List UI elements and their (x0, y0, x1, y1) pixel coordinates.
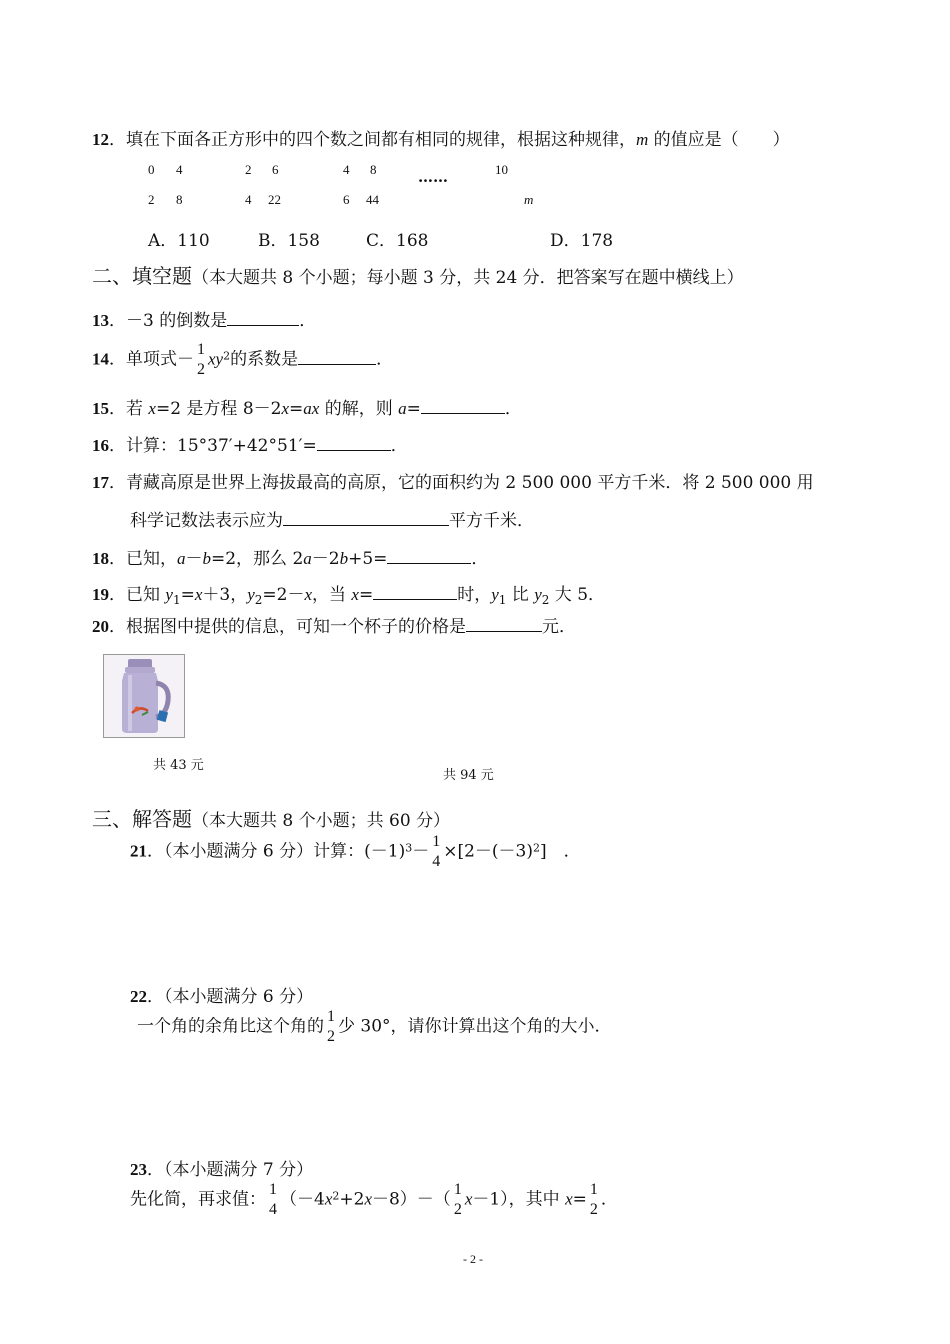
square-3-top-right: 8 (370, 162, 377, 177)
question-number: 12 (92, 130, 109, 149)
subscript: 2 (541, 593, 550, 607)
square-1-bottom-left: 2 (148, 192, 155, 207)
question-text: ．（本小题满分 6 分）计算：(－1) (147, 841, 406, 862)
text: 大 5． (549, 585, 606, 605)
text: = (358, 585, 374, 605)
text: = (406, 399, 421, 419)
question-text-post: 少 30°，请你计算出这个角的大小． (338, 1016, 612, 1037)
variable-x: x (364, 1189, 372, 1209)
question-text: ．计算：15°37′+42°51′= (109, 436, 317, 456)
variable-y: y (491, 585, 499, 604)
punctuation: ． (600, 1189, 618, 1210)
option-b: B．158 (258, 231, 320, 251)
fraction-numerator: 1 (453, 1181, 462, 1198)
answer-blank[interactable] (387, 547, 471, 564)
question-16 (92, 431, 408, 456)
expression: = (572, 1189, 587, 1210)
question-15 (92, 394, 522, 419)
question-20 (92, 612, 576, 637)
question-text-post: 的系数是 (230, 349, 299, 370)
question-number: 14 (92, 349, 109, 369)
fraction-half (590, 1180, 598, 1220)
square-1-top-left: 0 (148, 162, 155, 177)
question-number: 17 (92, 473, 109, 492)
question-text-end: 的值应是（ ） (648, 130, 790, 150)
variable-x: x (324, 1189, 333, 1209)
text: 时， (457, 585, 492, 605)
fraction-denominator: 2 (453, 1201, 462, 1218)
question-19 (92, 580, 605, 607)
punctuation: ． (504, 399, 522, 419)
text: ．已知， (109, 549, 177, 569)
punctuation: ． (299, 311, 317, 331)
section-2-heading (92, 260, 744, 289)
fraction-numerator: 1 (197, 341, 205, 358)
square-1-top-right: 4 (176, 162, 183, 177)
section-title: 三、解答题 (92, 807, 192, 831)
fraction-numerator: 1 (589, 1181, 598, 1198)
fraction-numerator: 1 (432, 833, 441, 850)
variable-a: a (177, 549, 186, 568)
expression: ×[2－(－3) (443, 841, 533, 862)
question-text: ．单项式 (109, 349, 177, 370)
question-text: ．青藏高原是世界上海拔最高的高原，它的面积约为 2 500 000 平方千米．将 2 500 000 用 (109, 473, 814, 493)
exponent: 2 (533, 841, 540, 855)
question-text-end: 平方千米． (449, 511, 534, 531)
text: ＋3， (202, 585, 248, 605)
subscript: 1 (172, 593, 181, 607)
square-2-top-left: 2 (245, 162, 252, 177)
variable-a: a (398, 399, 407, 418)
thermos-icon (104, 655, 184, 737)
exponent: 3 (405, 841, 413, 855)
variable-y: y (247, 585, 255, 604)
question-14 (92, 340, 393, 380)
question-text-end: 元． (542, 617, 576, 637)
variable-b: b (202, 549, 211, 568)
question-number: 15 (92, 399, 109, 418)
section-note: （本大题共 8 个小题；共 60 分） (192, 811, 451, 831)
variable-x: x (194, 585, 203, 604)
square-1-bottom-right: 8 (176, 192, 183, 207)
answer-blank[interactable] (317, 434, 391, 451)
question-23-body (130, 1180, 618, 1220)
question-text: ．－3 的倒数是 (109, 311, 228, 331)
text: 的解，则 (319, 399, 399, 419)
square-2-bottom-left: 4 (245, 192, 252, 207)
fraction-quarter (269, 1180, 277, 1220)
page-number: - 2 - (463, 1252, 483, 1266)
answer-blank[interactable] (466, 615, 542, 632)
answer-blank[interactable] (373, 583, 457, 600)
subscript: 2 (254, 593, 263, 607)
exponent: 2 (223, 349, 231, 363)
fraction-half (454, 1180, 462, 1220)
expression: +2 (339, 1189, 365, 1210)
square-2-top-right: 6 (272, 162, 279, 177)
question-17-line-1 (92, 468, 814, 493)
variable-x: x (148, 399, 156, 418)
question-23-header (130, 1155, 313, 1180)
question-header: ．（本小题满分 7 分） (147, 1160, 314, 1180)
answer-blank[interactable] (421, 397, 505, 414)
punctuation: ． (390, 436, 408, 456)
question-22-header (130, 982, 313, 1007)
question-12 (92, 125, 790, 150)
question-number: 19 (92, 585, 109, 604)
text: +5= (348, 549, 388, 569)
fraction-denominator: 2 (327, 1028, 335, 1045)
text: = (180, 585, 195, 605)
expression-end: ] ． (540, 841, 581, 862)
fraction-numerator: 1 (269, 1181, 277, 1198)
section-note: （本大题共 8 个小题；每小题 3 分，共 24 分．把答案写在题中横线上） (192, 268, 744, 288)
variable-x: x (464, 1189, 473, 1209)
fraction-denominator: 2 (197, 361, 205, 378)
variable-x: x (281, 399, 289, 418)
text: =2 是方程 8－2 (155, 399, 282, 419)
option-a: A．110 (148, 231, 210, 251)
punctuation: ． (471, 549, 489, 569)
variable-x: x (351, 585, 359, 604)
variable-b: b (339, 549, 349, 568)
text: 比 (506, 585, 535, 605)
question-text: 先化简，再求值： (130, 1189, 266, 1210)
variable-ax: ax (303, 399, 320, 418)
question-17-line-2 (130, 506, 534, 531)
text: － (185, 549, 203, 569)
option-c: C．168 (366, 231, 429, 251)
question-text: ．填在下面各正方形中的四个数之间都有相同的规律，根据这种规律， (109, 130, 636, 150)
variable-y: y (534, 585, 542, 604)
caption-right: 共 94 元 (443, 768, 494, 783)
caption-left: 共 43 元 (153, 758, 204, 773)
expression: （－4 (280, 1189, 325, 1210)
question-number: 18 (92, 549, 109, 568)
minus-sign: － (412, 841, 430, 862)
question-text: 科学记数法表示应为 (130, 511, 283, 531)
option-d: D．178 (550, 231, 614, 251)
text: = (289, 399, 304, 419)
subscript: 1 (498, 593, 507, 607)
question-21 (130, 832, 581, 872)
question-number: 23 (130, 1160, 147, 1179)
fraction-denominator: 2 (589, 1201, 598, 1218)
fraction-half (327, 1007, 335, 1047)
section-3-heading (92, 803, 450, 832)
answer-blank[interactable] (227, 309, 299, 326)
exponent: 2 (332, 1189, 340, 1203)
minus-sign: － (177, 349, 194, 370)
variable-xy: xy (208, 349, 224, 369)
text: ，当 (312, 585, 352, 605)
answer-blank[interactable] (283, 509, 449, 526)
square-3-top-left: 4 (343, 162, 350, 177)
question-text: ．根据图中提供的信息，可知一个杯子的价格是 (109, 617, 466, 637)
square-2-bottom-right: 22 (268, 192, 281, 207)
text: ．已知 (109, 585, 166, 605)
square-4-top-left: 10 (495, 162, 508, 177)
question-number: 20 (92, 617, 109, 636)
question-13 (92, 306, 316, 331)
fraction-denominator: 4 (269, 1201, 277, 1218)
section-title: 二、填空题 (92, 264, 192, 288)
expression: －8）－（ (371, 1189, 451, 1210)
text: =2－ (262, 585, 305, 605)
square-4-bottom-right: m (524, 192, 534, 207)
text: ．若 (109, 399, 149, 419)
question-18 (92, 544, 488, 569)
question-text: 一个角的余角比这个角的 (137, 1016, 324, 1037)
text: －2 (311, 549, 340, 569)
variable-y: y (165, 585, 173, 604)
variable-x: x (304, 585, 313, 604)
fraction-denominator: 4 (432, 853, 441, 870)
fraction-half (197, 340, 205, 380)
expression: －1），其中 (472, 1189, 566, 1210)
square-3-bottom-left: 6 (343, 192, 350, 207)
punctuation: ． (376, 349, 394, 370)
text: =2，那么 2 (211, 549, 304, 569)
variable-a: a (303, 549, 312, 568)
question-22-body (137, 1007, 612, 1047)
question-header: ．（本小题满分 6 分） (147, 987, 314, 1007)
square-3-bottom-right: 44 (366, 192, 379, 207)
variable-m: m (636, 130, 649, 149)
ellipsis: …… (418, 168, 448, 186)
question-number: 22 (130, 987, 147, 1006)
thermos-image (103, 654, 185, 738)
variable-x: x (565, 1189, 573, 1209)
question-number: 16 (92, 436, 109, 455)
fraction-quarter (432, 832, 440, 872)
question-number: 13 (92, 311, 109, 330)
question-number: 21 (130, 841, 147, 861)
fraction-numerator: 1 (327, 1008, 335, 1025)
answer-blank[interactable] (298, 348, 376, 365)
